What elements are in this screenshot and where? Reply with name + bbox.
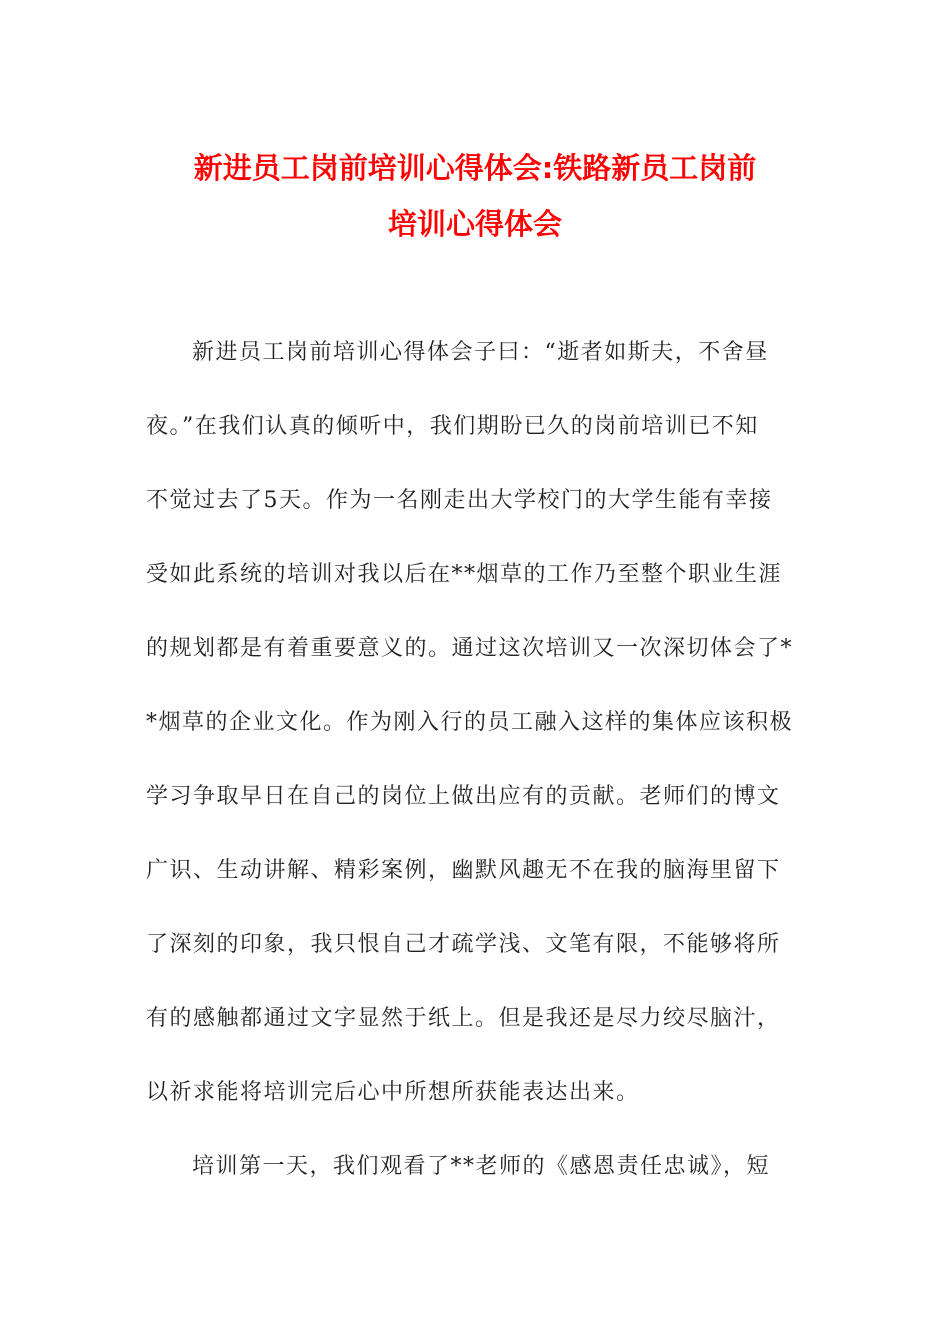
paragraph-1-line: 的规划都是有着重要意义的。通过这次培训又一次深切体会了*	[146, 636, 794, 661]
title-line-1: 新进员工岗前培训心得体会:铁路新员工岗前	[193, 151, 757, 185]
paragraph-1-line: 新进员工岗前培训心得体会子曰：“逝者如斯夫，不舍昼	[192, 340, 769, 365]
paragraph-1-line: 有的感触都通过文字显然于纸上。但是我还是尽力绞尽脑汁，	[146, 1006, 781, 1031]
paragraph-1-line: 以祈求能将培训完后心中所想所获能表达出来。	[146, 1080, 640, 1105]
paragraph-1-line: 了深刻的印象，我只恨自己才疏学浅、文笔有限，不能够将所	[146, 932, 781, 957]
document-title	[140, 140, 810, 252]
paragraph-1-line: 夜。”在我们认真的倾听中，我们期盼已久的岗前培训已不知	[146, 414, 759, 439]
paragraph-1-line: 学习争取早日在自己的岗位上做出应有的贡献。老师们的博文	[146, 784, 781, 809]
title-line-2: 培训心得体会	[387, 207, 562, 241]
paragraph-1-line: *烟草的企业文化。作为刚入行的员工融入这样的集体应该积极	[146, 710, 794, 735]
document-body	[146, 324, 806, 1212]
paragraph-1-line: 不觉过去了5天。作为一名刚走出大学校门的大学生能有幸接	[146, 488, 773, 513]
paragraph-1-line: 受如此系统的培训对我以后在**烟草的工作乃至整个职业生涯	[146, 562, 783, 587]
paragraph-2-line: 培训第一天，我们观看了**老师的《感恩责任忠诚》，短	[192, 1154, 771, 1179]
paragraph-1-line: 广识、生动讲解、精彩案例，幽默风趣无不在我的脑海里留下	[146, 858, 781, 883]
